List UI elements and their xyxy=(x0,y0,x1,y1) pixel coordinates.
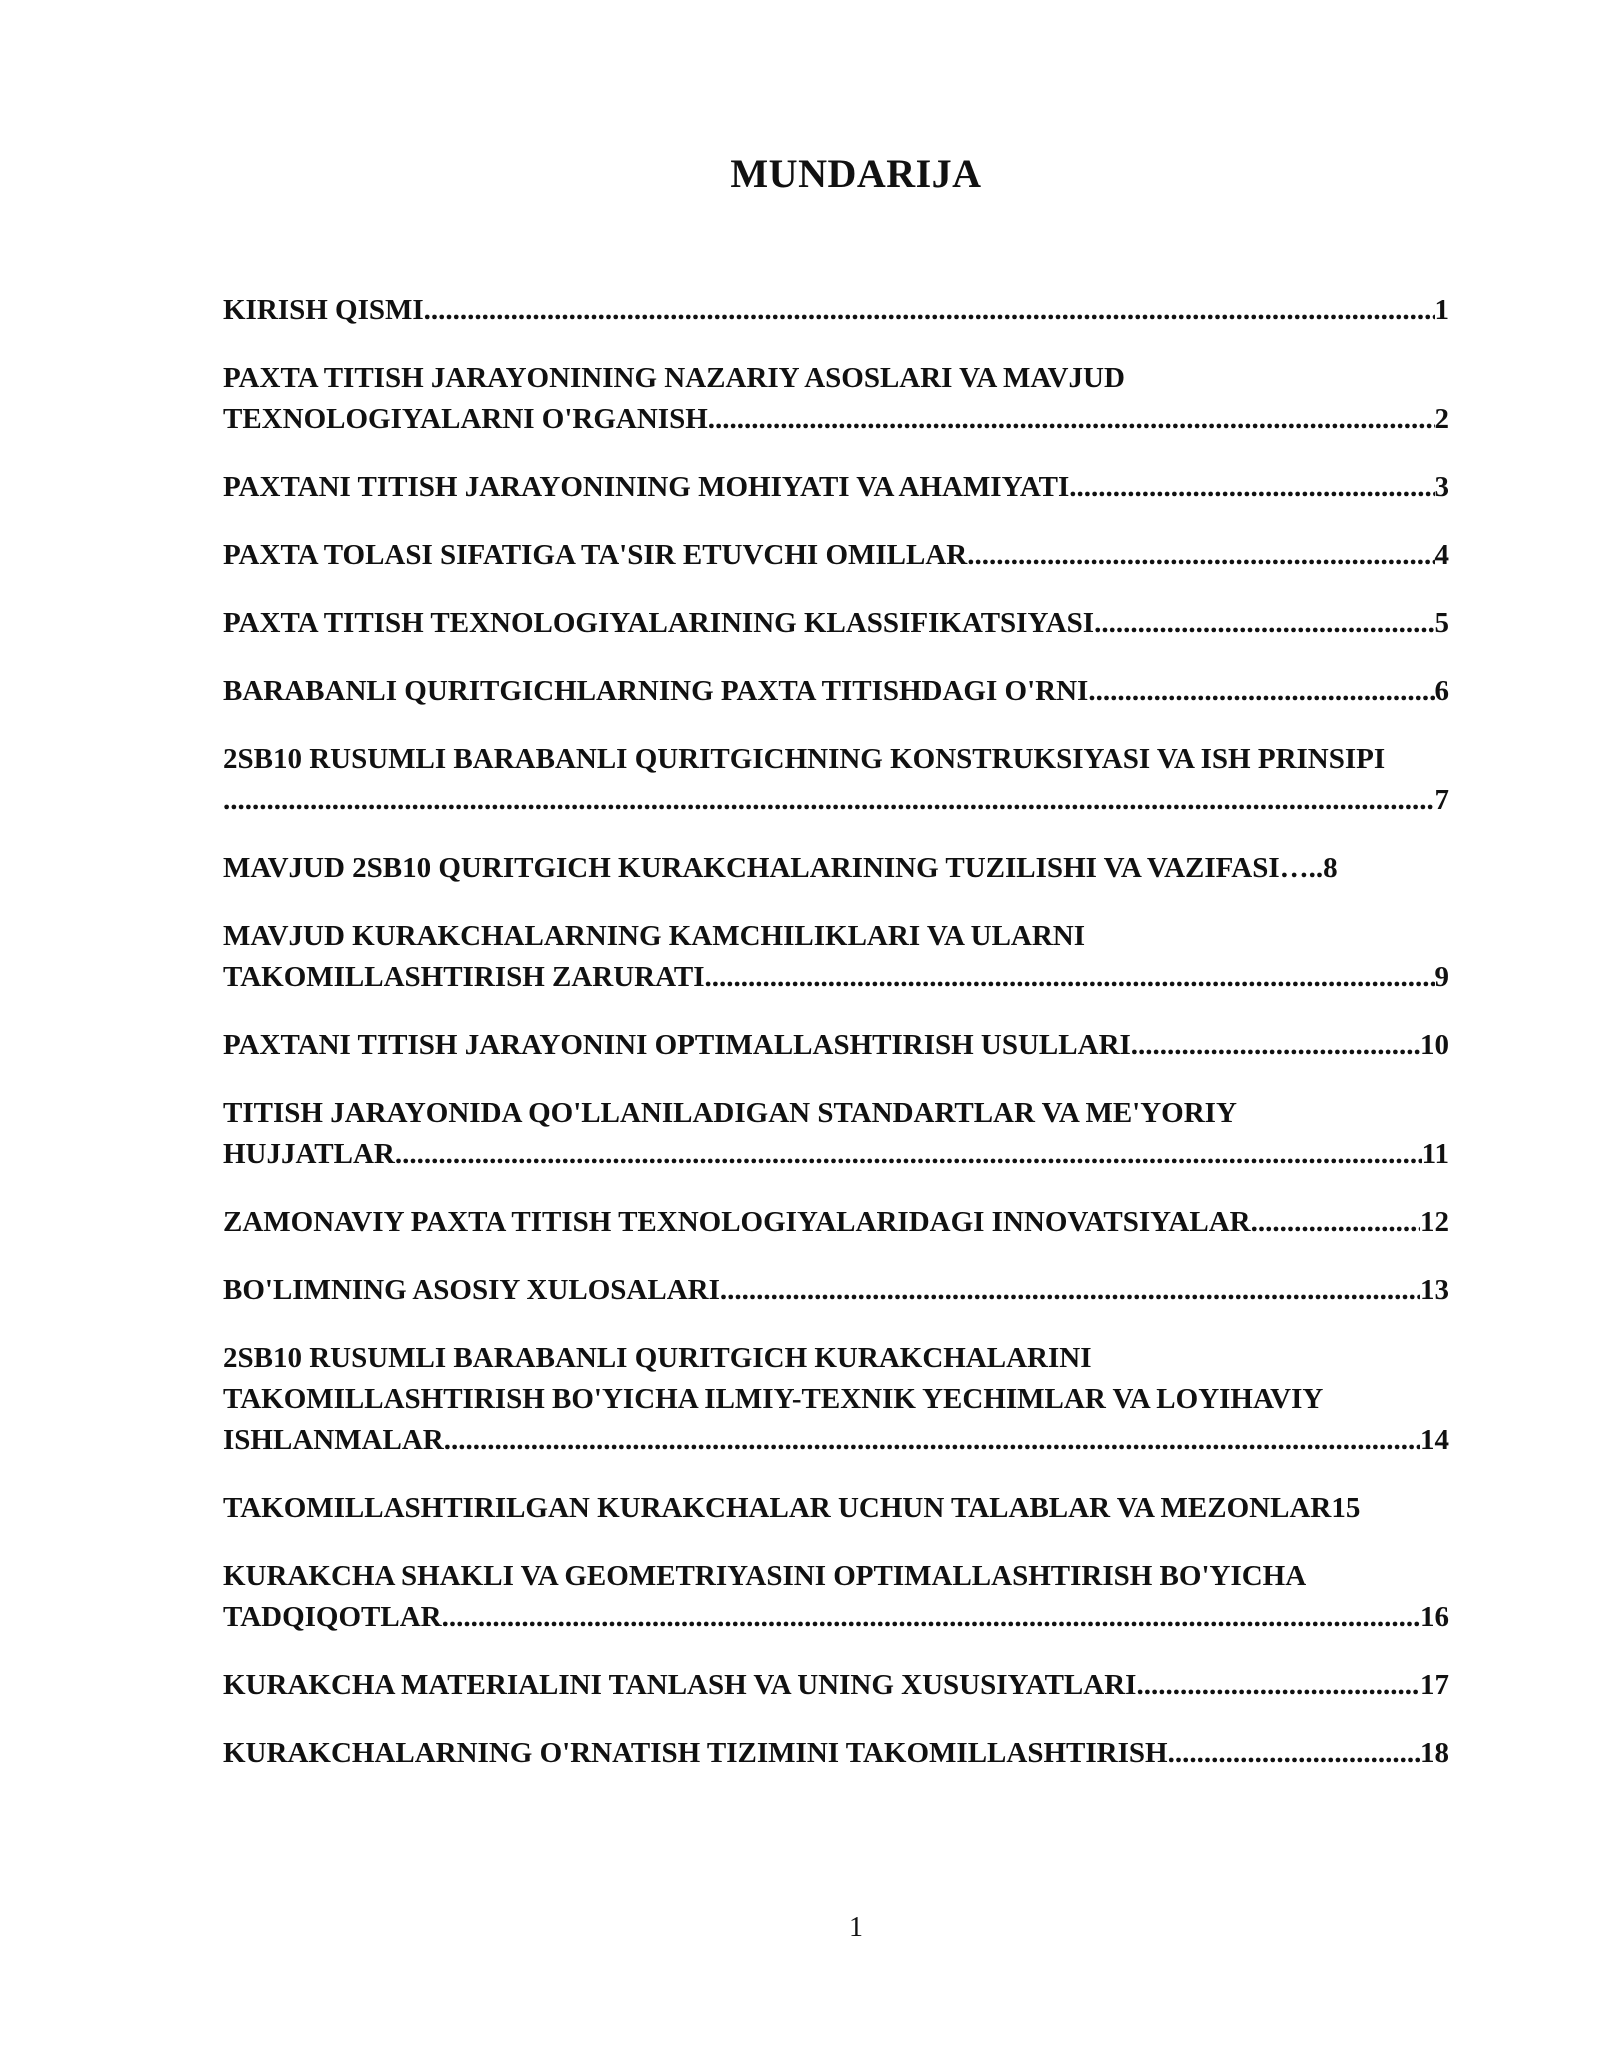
dot-leader xyxy=(1088,671,1434,712)
toc-entry-page-number: 5 xyxy=(1434,607,1449,639)
dot-leader xyxy=(1251,1202,1420,1243)
toc-entry-page-number: 3 xyxy=(1434,471,1449,503)
page-title: MUNDARIJA xyxy=(730,151,982,196)
dot-leader xyxy=(395,1134,1422,1175)
toc-entry-title-line: MAVJUD KURAKCHALARNING KAMCHILIKLARI VA ULARNI xyxy=(223,920,1086,952)
toc-entry-page-number: 9 xyxy=(1434,961,1449,993)
dot-leader xyxy=(708,399,1435,440)
toc-entry-title-line: TITISH JARAYONIDA QO'LLANILADIGAN STANDARTLAR VA ME'YORIY xyxy=(223,1097,1237,1129)
dot-leader xyxy=(442,1597,1420,1638)
toc-entry-title-line: PAXTA TITISH JARAYONINING NAZARIY ASOSLARI VA MAVJUD xyxy=(223,362,1125,394)
toc-entry[interactable] xyxy=(223,1025,1449,1066)
toc-entry-last-line xyxy=(223,671,1449,712)
toc-entry-title-line: PAXTA TOLASI SIFATIGA TA'SIR ETUVCHI OMILLAR xyxy=(223,539,968,571)
dot-leader xyxy=(444,1420,1420,1461)
toc-entry[interactable] xyxy=(223,358,1449,440)
footer-page-number: 1 xyxy=(849,1912,863,1943)
toc-entry-last-line xyxy=(223,1270,1449,1311)
toc-entry-page-number: 16 xyxy=(1420,1601,1449,1633)
toc-entry-title-line: 2SB10 RUSUMLI BARABANLI QURITGICHNING KONSTRUKSIYASI VA ISH PRINSIPI xyxy=(223,743,1386,775)
toc-entry-last-line xyxy=(223,399,1449,440)
toc-entry[interactable] xyxy=(223,671,1449,712)
toc-entry-title-line: ISHLANMALAR xyxy=(223,1424,444,1456)
toc-entry-title-line: KURAKCHALARNING O'RNATISH TIZIMINI TAKOMILLASHTIRISH xyxy=(223,1737,1168,1769)
dot-leader xyxy=(720,1270,1420,1311)
toc-entry[interactable] xyxy=(223,1270,1449,1311)
toc-entry-title-line: BO'LIMNING ASOSIY XULOSALARI xyxy=(223,1274,720,1306)
toc-entry-page-number: 7 xyxy=(1434,784,1449,816)
toc-entry-title-line: HUJJATLAR xyxy=(223,1138,395,1170)
toc-entry-last-line xyxy=(223,1733,1449,1774)
toc-entry-page-number: 11 xyxy=(1421,1138,1449,1170)
toc-entry-page-number: 10 xyxy=(1420,1029,1449,1061)
toc-entry[interactable] xyxy=(223,1733,1449,1774)
toc-entry[interactable] xyxy=(223,603,1449,644)
dot-leader xyxy=(967,535,1434,576)
toc-entry-page-number: 14 xyxy=(1420,1424,1449,1456)
toc-entry-last-line xyxy=(223,957,1449,998)
toc-entry-title-line: KURAKCHA SHAKLI VA GEOMETRIYASINI OPTIMALLASHTIRISH BO'YICHA xyxy=(223,1560,1307,1592)
toc-entry-last-line xyxy=(223,1597,1449,1638)
toc-entry-title-line: TAKOMILLASHTIRISH ZARURATI xyxy=(223,961,705,993)
toc-entry[interactable] xyxy=(223,1665,1449,1706)
toc-entry-last-line xyxy=(223,1488,1449,1529)
toc-entry-page-number: 1 xyxy=(1434,294,1449,326)
toc-entry-title-line: PAXTANI TITISH JARAYONINI OPTIMALLASHTIRISH USULLARI xyxy=(223,1029,1131,1061)
dot-leader xyxy=(1069,467,1434,508)
toc-entry-title-line: TAKOMILLASHTIRISH BO'YICHA ILMIY-TEXNIK YECHIMLAR VA LOYIHAVIY xyxy=(223,1383,1324,1415)
toc-entry[interactable] xyxy=(223,1202,1449,1243)
toc-entry-page-number: 8 xyxy=(1323,852,1338,884)
toc-entry-title-line: KURAKCHA MATERIALINI TANLASH VA UNING XUSUSIYATLARI xyxy=(223,1669,1137,1701)
toc-entry[interactable] xyxy=(223,1338,1449,1461)
dot-leader xyxy=(1094,603,1434,644)
toc-entry[interactable] xyxy=(223,290,1449,331)
dot-leader xyxy=(705,957,1435,998)
toc-entry-title-line: PAXTANI TITISH JARAYONINING MOHIYATI VA AHAMIYATI xyxy=(223,471,1070,503)
toc-entry-page-number: 17 xyxy=(1420,1669,1449,1701)
toc-entry-page-number: 13 xyxy=(1420,1274,1449,1306)
toc-entry-title-line: ZAMONAVIY PAXTA TITISH TEXNOLOGIYALARIDAGI INNOVATSIYALAR xyxy=(223,1206,1251,1238)
toc-entry-last-line xyxy=(223,848,1449,889)
toc-entry-last-line xyxy=(223,603,1449,644)
toc-entry-title-line: 2SB10 RUSUMLI BARABANLI QURITGICH KURAKCHALARINI xyxy=(223,1342,1092,1374)
toc-entry[interactable] xyxy=(223,739,1449,821)
toc-entry-title-line: TAKOMILLASHTIRILGAN KURAKCHALAR UCHUN TALABLAR VA MEZONLAR xyxy=(223,1492,1332,1524)
dot-leader xyxy=(223,780,1435,821)
toc-entry-last-line xyxy=(223,1134,1449,1175)
toc-entry-last-line xyxy=(223,780,1449,821)
toc-entry-page-number: 12 xyxy=(1420,1206,1449,1238)
toc-entry-title-line: BARABANLI QURITGICHLARNING PAXTA TITISHDAGI O'RNI xyxy=(223,675,1089,707)
toc-entry[interactable] xyxy=(223,535,1449,576)
toc-entry-title-line: TADQIQOTLAR xyxy=(223,1601,442,1633)
toc-entry-last-line xyxy=(223,467,1449,508)
toc-entry[interactable] xyxy=(223,916,1449,998)
toc-entry-title-line: MAVJUD 2SB10 QURITGICH KURAKCHALARINING TUZILISHI VA VAZIFASI xyxy=(223,852,1280,884)
dot-leader xyxy=(1168,1733,1420,1774)
dot-leader xyxy=(424,290,1435,331)
dot-leader: ….. xyxy=(1279,852,1324,884)
dot-leader xyxy=(1131,1025,1420,1066)
toc-entry-page-number: 6 xyxy=(1434,675,1449,707)
toc-entry[interactable] xyxy=(223,1556,1449,1638)
toc-entry-title-line: TEXNOLOGIYALARNI O'RGANISH xyxy=(223,403,708,435)
toc-entry[interactable] xyxy=(223,1488,1449,1529)
toc-entry-page-number: 4 xyxy=(1434,539,1449,571)
toc-entry-last-line xyxy=(223,1202,1449,1243)
toc-entry-last-line xyxy=(223,535,1449,576)
toc-entry-last-line xyxy=(223,1420,1449,1461)
toc-entry-last-line xyxy=(223,1025,1449,1066)
toc-entry-page-number: 15 xyxy=(1331,1492,1361,1524)
toc-entry-page-number: 18 xyxy=(1420,1737,1449,1769)
toc-entry[interactable] xyxy=(223,467,1449,508)
toc-entry-last-line xyxy=(223,1665,1449,1706)
dot-leader xyxy=(1136,1665,1420,1706)
toc-entry-title-line: KIRISH QISMI xyxy=(223,294,424,326)
toc-entry-last-line xyxy=(223,290,1449,331)
toc-entry-title-line: PAXTA TITISH TEXNOLOGIYALARINING KLASSIFIKATSIYASI xyxy=(223,607,1095,639)
toc-entry[interactable] xyxy=(223,1093,1449,1175)
toc-entry-page-number: 2 xyxy=(1434,403,1449,435)
table-of-contents xyxy=(223,290,1449,1801)
toc-entry[interactable] xyxy=(223,848,1449,889)
